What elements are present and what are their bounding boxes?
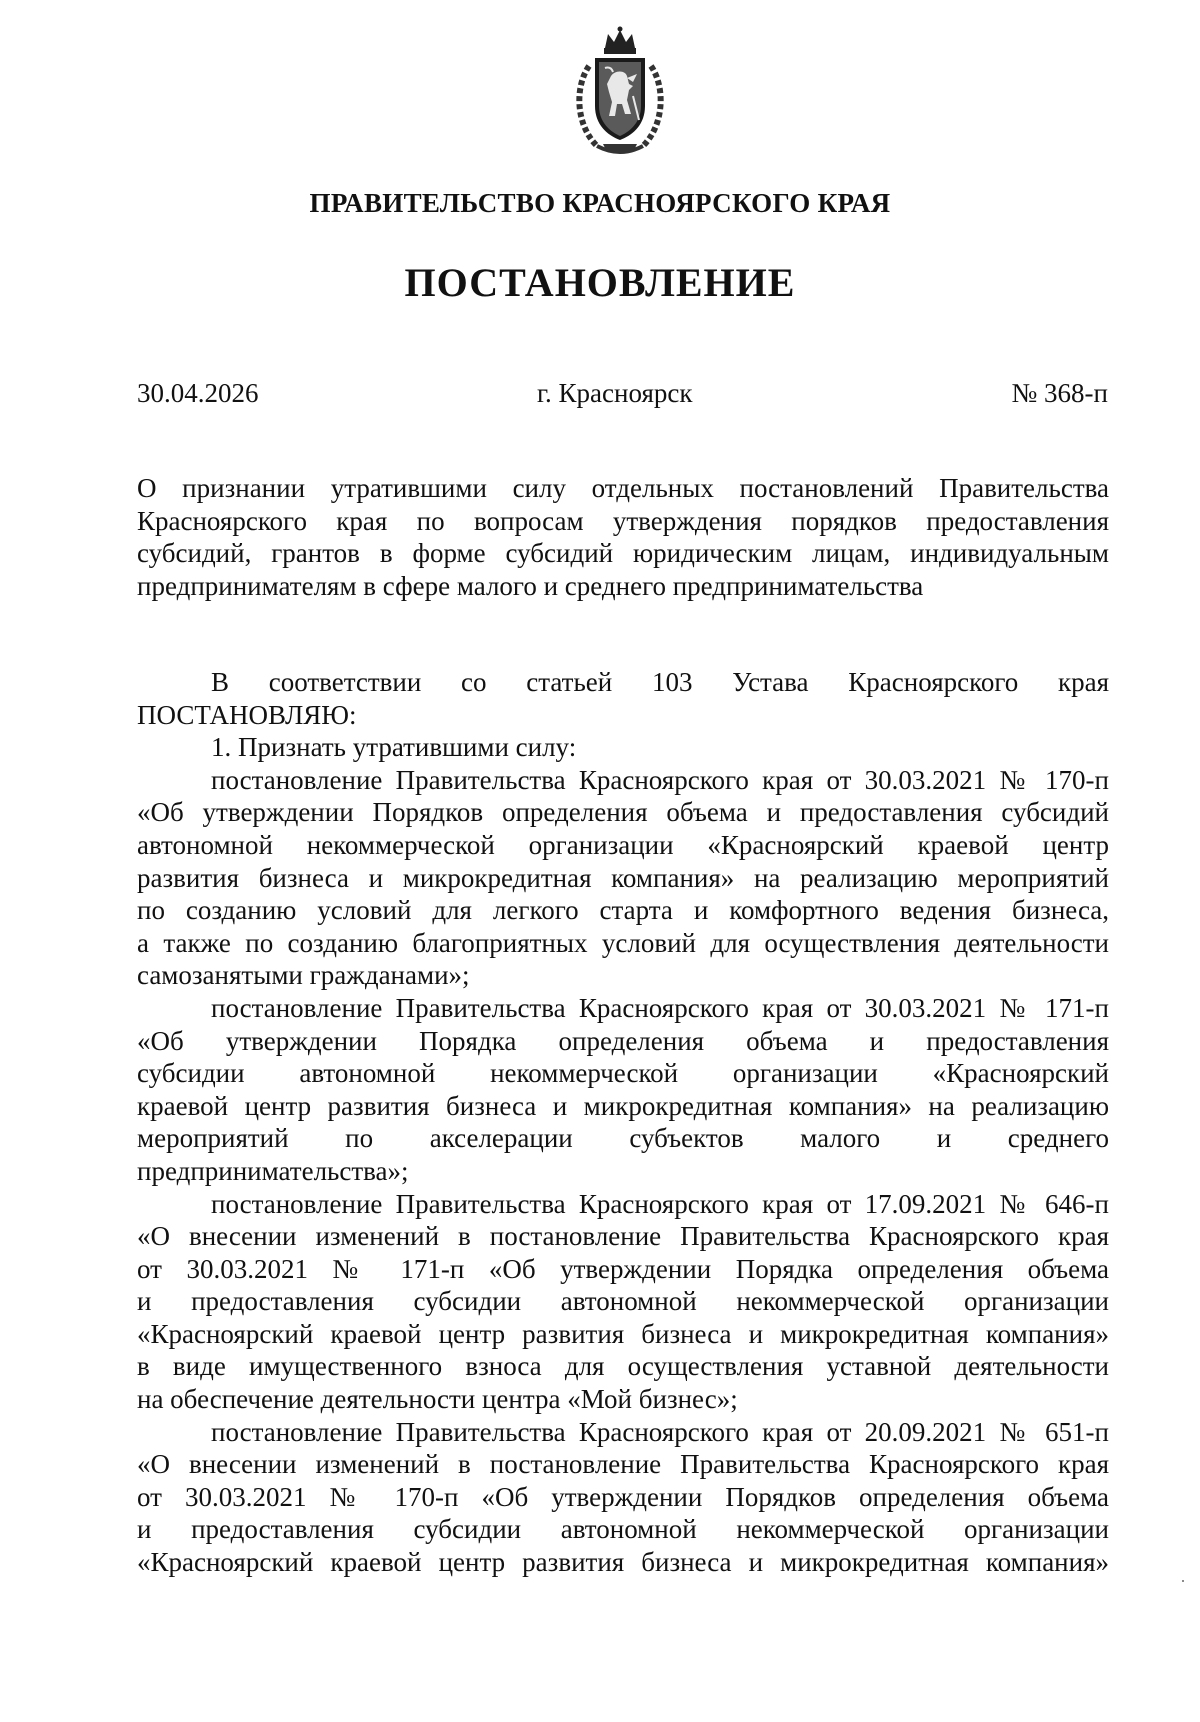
body-line: предпринимательства»; xyxy=(137,1155,409,1186)
body-line: постановление Правительства Красноярского края от 17.09.2021 № 646-п xyxy=(211,1188,1109,1219)
document-city: г. Красноярск xyxy=(537,378,693,408)
body-line: по созданию условий для легкого старта и комфортного ведения бизнеса, xyxy=(137,895,1109,926)
body-line: В соответствии со статьей 103 Устава Красноярского края xyxy=(211,667,1109,697)
body-line: «Об утверждении Порядков определения объема и предоставления субсидий xyxy=(137,797,1109,828)
body-line: субсидии автономной некоммерческой организации «Красноярский xyxy=(137,1058,1109,1089)
body-line: 1. Признать утратившими силу: xyxy=(211,732,577,763)
scan-speck xyxy=(1182,1580,1184,1582)
subject-line: О признании утратившими силу отдельных постановлений Правительства xyxy=(137,473,1109,503)
document-type: ПОСТАНОВЛЕНИЕ xyxy=(404,260,796,305)
document-number: № 368-п xyxy=(1011,378,1108,408)
body-line: краевой центр развития бизнеса и микрокредитная компания» на реализацию xyxy=(137,1090,1109,1121)
government-name: ПРАВИТЕЛЬСТВО КРАСНОЯРСКОГО КРАЯ xyxy=(309,188,891,218)
body-line: развития бизнеса и микрокредитная компания» на реализацию мероприятий xyxy=(137,862,1109,893)
document-date: 30.04.2026 xyxy=(137,378,259,408)
document-subject xyxy=(137,472,1109,602)
body-line: и предоставления субсидии автономной некоммерческой организации xyxy=(137,1286,1109,1317)
body-line: «Красноярский краевой центр развития бизнеса и микрокредитная компания» xyxy=(137,1547,1109,1578)
body-line: от 30.03.2021 № 171-п «Об утверждении Порядка определения объема xyxy=(137,1253,1109,1284)
body-line: «О внесении изменений в постановление Правительства Красноярского края xyxy=(137,1221,1109,1252)
body-line: постановление Правительства Красноярского края от 20.09.2021 № 651-п xyxy=(211,1416,1109,1447)
body-line: ПОСТАНОВЛЯЮ: xyxy=(137,699,357,730)
subject-line: субсидий, грантов в форме субсидий юридическим лицам, индивидуальным xyxy=(137,538,1109,569)
body-line: «Об утверждении Порядка определения объема и предоставления xyxy=(137,1025,1109,1056)
body-line: от 30.03.2021 № 170-п «Об утверждении Порядков определения объема xyxy=(137,1481,1109,1512)
body-line: автономной некоммерческой организации «Красноярский краевой центр xyxy=(137,829,1109,860)
body-line: «О внесении изменений в постановление Правительства Красноярского края xyxy=(137,1449,1109,1480)
body-line: постановление Правительства Красноярского края от 30.03.2021 № 170-п xyxy=(211,764,1109,795)
body-line: мероприятий по акселерации субъектов малого и среднего xyxy=(137,1123,1109,1154)
body-line: «Красноярский краевой центр развития бизнеса и микрокредитная компания» xyxy=(137,1318,1109,1349)
subject-line: предпринимателям в сфере малого и среднего предпринимательства xyxy=(137,570,924,601)
body-line: самозанятыми гражданами»; xyxy=(137,960,470,991)
body-line: и предоставления субсидии автономной некоммерческой организации xyxy=(137,1514,1109,1545)
body-line: постановление Правительства Красноярского края от 30.03.2021 № 171-п xyxy=(211,992,1109,1023)
krasnoyarsk-coat-of-arms-icon xyxy=(567,26,673,160)
body-line: в виде имущественного взноса для осуществления уставной деятельности xyxy=(137,1351,1109,1382)
body-line: на обеспечение деятельности центра «Мой бизнес»; xyxy=(137,1384,738,1415)
document-body xyxy=(137,666,1109,1579)
body-line: а также по созданию благоприятных условий для осуществления деятельности xyxy=(137,927,1109,958)
subject-line: Красноярского края по вопросам утверждения порядков предоставления xyxy=(137,505,1109,536)
